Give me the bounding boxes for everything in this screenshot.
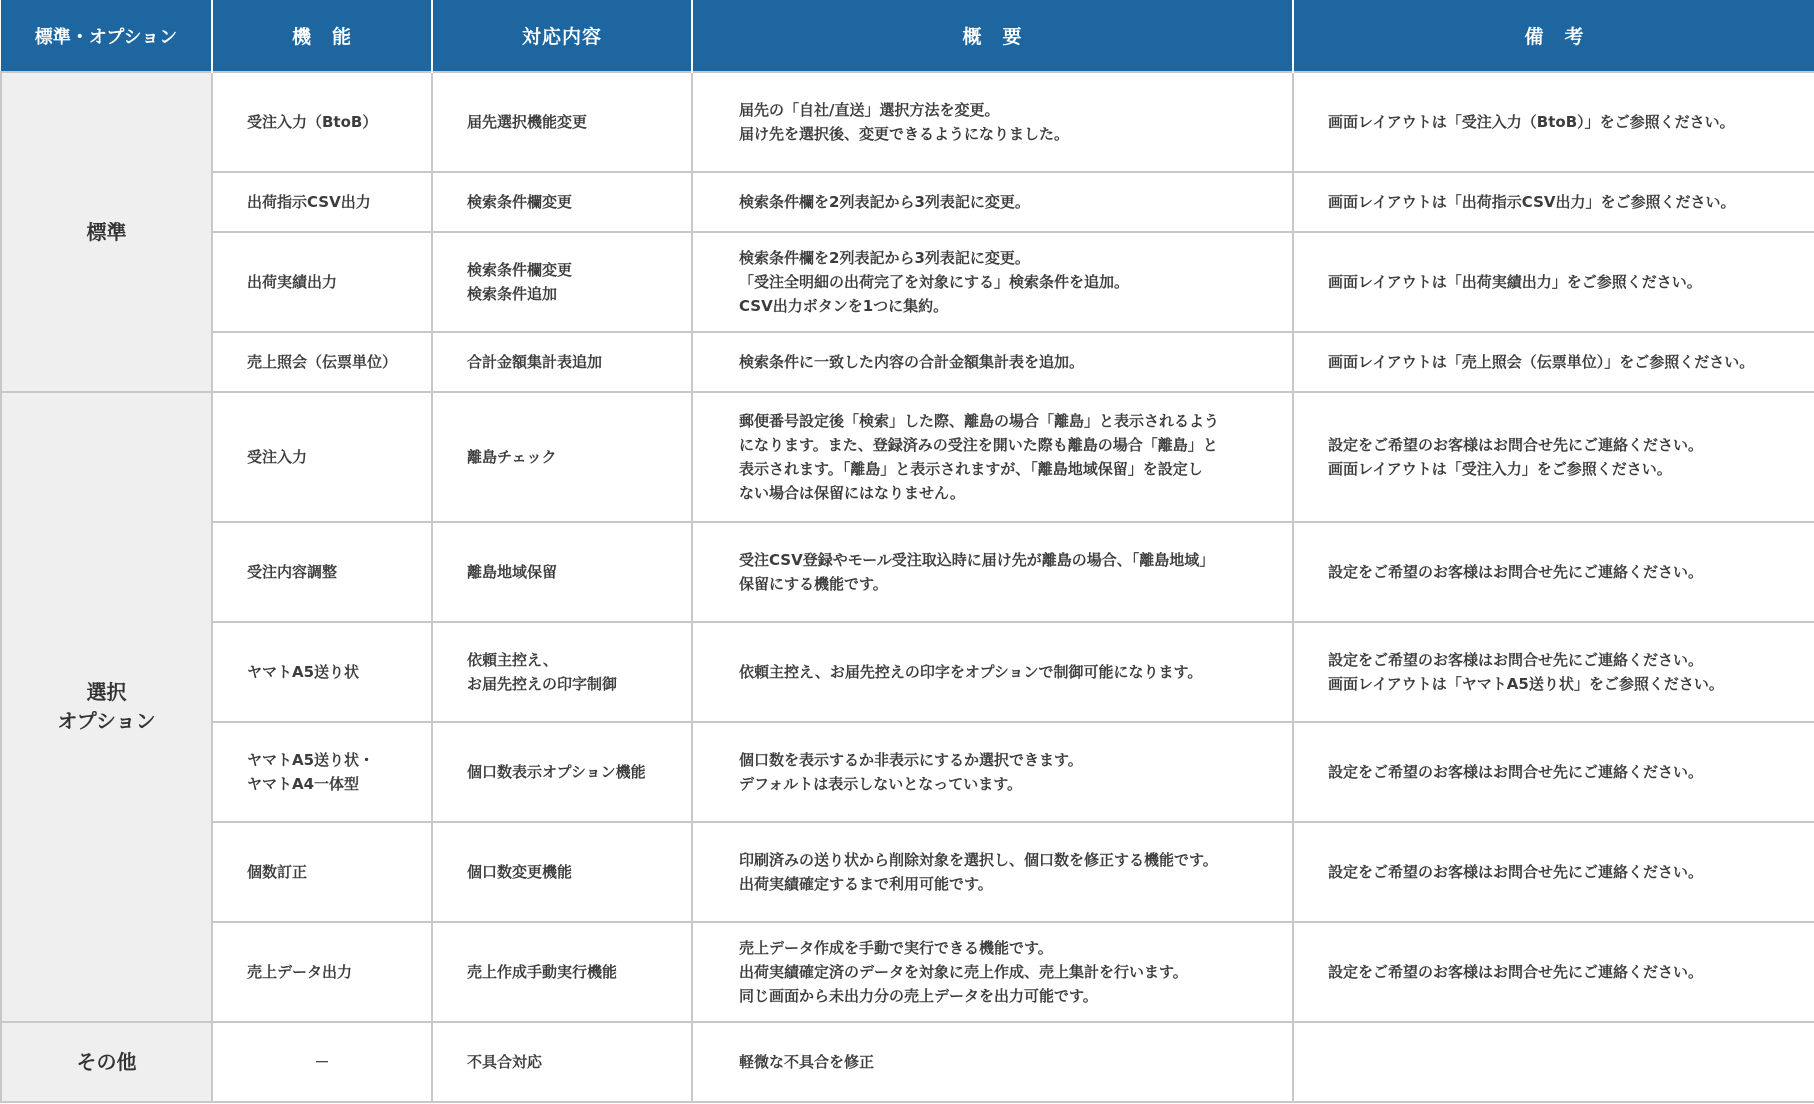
summary-cell: 検索条件に一致した内容の合計金額集計表を追加。 xyxy=(692,332,1293,392)
notes-cell: 設定をご希望のお客様はお問合せ先にご連絡ください。 xyxy=(1293,822,1814,922)
summary-cell: 個口数を表示するか非表示にするか選択できます。 デフォルトは表示しないとなっています。 xyxy=(692,722,1293,822)
function-cell: 受注入力 xyxy=(212,392,432,522)
summary-cell: 依頼主控え、お届先控えの印字をオプションで制御可能になります。 xyxy=(692,622,1293,722)
function-cell: － xyxy=(212,1022,432,1102)
response-cell: 検索条件欄変更 検索条件追加 xyxy=(432,232,692,332)
table-row xyxy=(1,522,1814,622)
function-cell: ヤマトA5送り状・ ヤマトA4一体型 xyxy=(212,722,432,822)
function-cell: ヤマトA5送り状 xyxy=(212,622,432,722)
notes-cell: 画面レイアウトは「受注入力（BtoB）」をご参照ください。 xyxy=(1293,72,1814,172)
notes-cell: 設定をご希望のお客様はお問合せ先にご連絡ください。 xyxy=(1293,522,1814,622)
response-cell: 検索条件欄変更 xyxy=(432,172,692,232)
response-cell: 個口数表示オプション機能 xyxy=(432,722,692,822)
notes-cell: 画面レイアウトは「売上照会（伝票単位）」をご参照ください。 xyxy=(1293,332,1814,392)
summary-cell: 届先の「自社/直送」選択方法を変更。 届け先を選択後、変更できるようになりました。 xyxy=(692,72,1293,172)
table-row xyxy=(1,232,1814,332)
function-cell: 出荷実績出力 xyxy=(212,232,432,332)
notes-cell: 設定をご希望のお客様はお問合せ先にご連絡ください。 xyxy=(1293,722,1814,822)
table-row xyxy=(1,392,1814,522)
function-cell: 出荷指示CSV出力 xyxy=(212,172,432,232)
group-label: オプション xyxy=(57,709,156,733)
table-row xyxy=(1,622,1814,722)
response-cell: 離島チェック xyxy=(432,392,692,522)
function-cell: 個数訂正 xyxy=(212,822,432,922)
response-cell: 届先選択機能変更 xyxy=(432,72,692,172)
summary-cell: 売上データ作成を手動で実行できる機能です。 出荷実績確定済のデータを対象に売上作成、売上集計を行います。 同じ画面から未出力分の売上データを出力可能です。 xyxy=(692,922,1293,1022)
response-cell: 個口数変更機能 xyxy=(432,822,692,922)
table-row xyxy=(1,1022,1814,1102)
function-cell: 売上データ出力 xyxy=(212,922,432,1022)
group-label: 標準 xyxy=(86,219,127,244)
header-summary: 概 要 xyxy=(692,0,1293,72)
summary-cell: 郵便番号設定後「検索」した際、離島の場合「離島」と表示されるよう になります。また、登録済みの受注を開いた際も離島の場合「離島」と 表示されます。「離島」と表示されますが、「離島地域保留」を設定し ない場合は保留にはなりません。 xyxy=(692,392,1293,522)
table-row xyxy=(1,72,1814,172)
group-label: 選択 xyxy=(86,680,127,704)
group-option xyxy=(1,392,212,1022)
header-function: 機 能 xyxy=(212,0,432,72)
notes-cell: 設定をご希望のお客様はお問合せ先にご連絡ください。 画面レイアウトは「ヤマトA5送り状」をご参照ください。 xyxy=(1293,622,1814,722)
response-cell: 合計金額集計表追加 xyxy=(432,332,692,392)
summary-cell: 検索条件欄を2列表記から3列表記に変更。 「受注全明細の出荷完了を対象にする」検索条件を追加。 CSV出力ボタンを1つに集約。 xyxy=(692,232,1293,332)
summary-cell: 検索条件欄を2列表記から3列表記に変更。 xyxy=(692,172,1293,232)
group-standard xyxy=(1,72,212,392)
group-label: その他 xyxy=(76,1049,137,1074)
table-row xyxy=(1,722,1814,822)
response-cell: 不具合対応 xyxy=(432,1022,692,1102)
group-other xyxy=(1,1022,212,1102)
header-category: 標準・オプション xyxy=(1,0,212,72)
summary-cell: 印刷済みの送り状から削除対象を選択し、個口数を修正する機能です。 出荷実績確定するまで利用可能です。 xyxy=(692,822,1293,922)
header-row xyxy=(1,0,1814,72)
function-cell: 受注内容調整 xyxy=(212,522,432,622)
table-row xyxy=(1,172,1814,232)
header-notes: 備 考 xyxy=(1293,0,1814,72)
function-cell: 売上照会（伝票単位） xyxy=(212,332,432,392)
notes-cell: 画面レイアウトは「出荷実績出力」をご参照ください。 xyxy=(1293,232,1814,332)
response-cell: 依頼主控え、 お届先控えの印字制御 xyxy=(432,622,692,722)
notes-cell: 設定をご希望のお客様はお問合せ先にご連絡ください。 xyxy=(1293,922,1814,1022)
notes-cell xyxy=(1293,1022,1814,1102)
function-cell: 受注入力（BtoB） xyxy=(212,72,432,172)
notes-cell: 設定をご希望のお客様はお問合せ先にご連絡ください。 画面レイアウトは「受注入力」をご参照ください。 xyxy=(1293,392,1814,522)
table-row xyxy=(1,822,1814,922)
response-cell: 離島地域保留 xyxy=(432,522,692,622)
response-cell: 売上作成手動実行機能 xyxy=(432,922,692,1022)
header-response: 対応内容 xyxy=(432,0,692,72)
table-row xyxy=(1,332,1814,392)
notes-cell: 画面レイアウトは「出荷指示CSV出力」をご参照ください。 xyxy=(1293,172,1814,232)
summary-cell: 軽微な不具合を修正 xyxy=(692,1022,1293,1102)
summary-cell: 受注CSV登録やモール受注取込時に届け先が離島の場合、「離島地域」 保留にする機能です。 xyxy=(692,522,1293,622)
table-row xyxy=(1,922,1814,1022)
